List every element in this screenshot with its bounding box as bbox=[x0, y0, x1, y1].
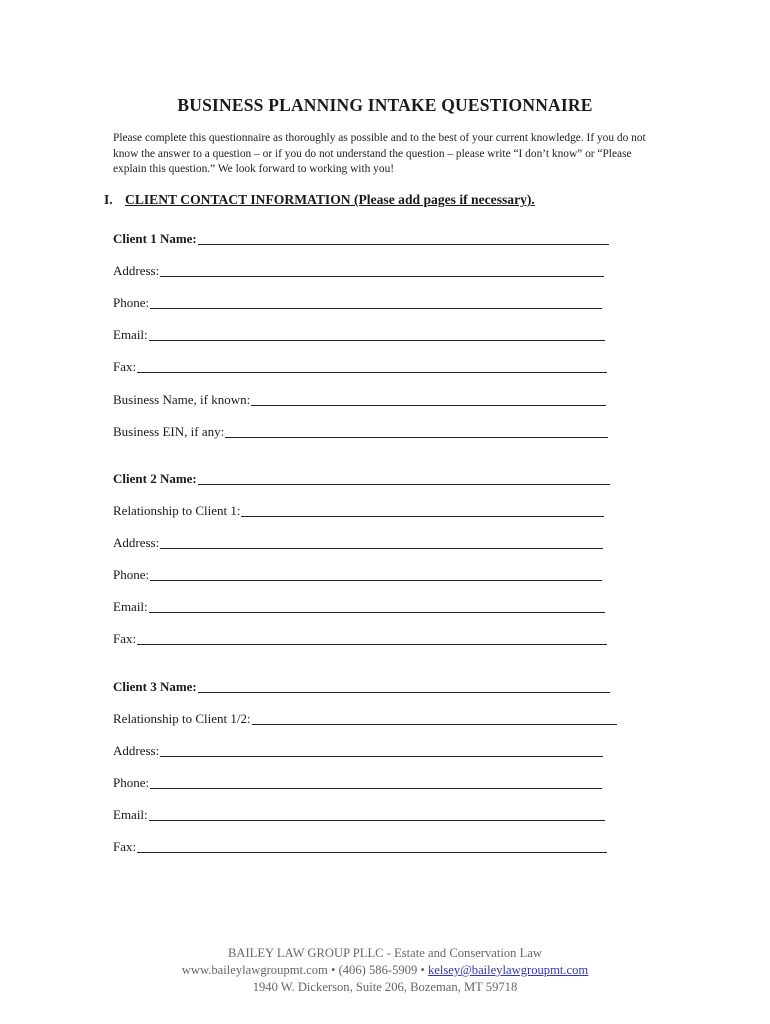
client1-fax-field[interactable] bbox=[113, 359, 607, 375]
field-label: Fax: bbox=[113, 839, 137, 854]
intro-paragraph: Please complete this questionnaire as thoroughly as possible and to the best of your current knowledge. If you do not know the answer to a question – or if you do not understand the question – please write “I don’t know” or “Please explain this question.” We look forward to working with you! bbox=[113, 132, 646, 175]
fill-line[interactable] bbox=[150, 308, 602, 309]
footer-separator: • bbox=[420, 963, 425, 977]
fill-line[interactable] bbox=[241, 516, 604, 517]
client3-fax-field[interactable] bbox=[113, 839, 607, 855]
field-label: Client 2 Name: bbox=[113, 471, 197, 486]
fill-line[interactable] bbox=[137, 372, 607, 373]
fill-line[interactable] bbox=[160, 276, 604, 277]
footer-phone: (406) 586-5909 bbox=[338, 963, 418, 977]
client2-address-field[interactable] bbox=[113, 535, 603, 551]
client3-address-field[interactable] bbox=[113, 743, 603, 759]
client1-name-field[interactable] bbox=[113, 231, 609, 247]
fill-line[interactable] bbox=[149, 340, 605, 341]
field-label: Address: bbox=[113, 535, 160, 550]
fill-line[interactable] bbox=[160, 756, 603, 757]
client1-address-field[interactable] bbox=[113, 263, 604, 279]
section-title: CLIENT CONTACT INFORMATION (Please add pages if necessary). bbox=[125, 192, 535, 207]
client2-email-field[interactable] bbox=[113, 599, 605, 615]
footer-contact-line bbox=[0, 962, 770, 979]
field-label: Email: bbox=[113, 807, 148, 822]
client1-phone-field[interactable] bbox=[113, 295, 602, 311]
client1-business-ein-field[interactable] bbox=[113, 424, 608, 440]
field-label: Email: bbox=[113, 599, 148, 614]
field-label: Address: bbox=[113, 263, 160, 278]
client2-name-field[interactable] bbox=[113, 471, 610, 487]
field-label: Client 1 Name: bbox=[113, 231, 197, 246]
fill-line[interactable] bbox=[160, 548, 603, 549]
field-label: Relationship to Client 1/2: bbox=[113, 711, 251, 726]
client3-relationship-field[interactable] bbox=[113, 711, 617, 727]
section-heading bbox=[104, 192, 535, 208]
document-title: BUSINESS PLANNING INTAKE QUESTIONNAIRE bbox=[177, 95, 593, 115]
fill-line[interactable] bbox=[149, 612, 605, 613]
field-label: Email: bbox=[113, 327, 148, 342]
client3-name-field[interactable] bbox=[113, 679, 610, 695]
client1-email-field[interactable] bbox=[113, 327, 605, 343]
client1-business-name-field[interactable] bbox=[113, 392, 606, 408]
fill-line[interactable] bbox=[198, 244, 609, 245]
fill-line[interactable] bbox=[198, 692, 610, 693]
fill-line[interactable] bbox=[251, 405, 606, 406]
client2-relationship-field[interactable] bbox=[113, 503, 604, 519]
fill-line[interactable] bbox=[225, 437, 608, 438]
client3-email-field[interactable] bbox=[113, 807, 605, 823]
fill-line[interactable] bbox=[149, 820, 605, 821]
fill-line[interactable] bbox=[252, 724, 617, 725]
field-label: Business Name, if known: bbox=[113, 392, 251, 407]
fill-line[interactable] bbox=[137, 644, 607, 645]
field-label: Address: bbox=[113, 743, 160, 758]
client2-phone-field[interactable] bbox=[113, 567, 602, 583]
field-label: Phone: bbox=[113, 775, 150, 790]
footer-address: 1940 W. Dickerson, Suite 206, Bozeman, MT 59718 bbox=[252, 980, 518, 994]
field-label: Phone: bbox=[113, 567, 150, 582]
field-label: Relationship to Client 1: bbox=[113, 503, 241, 518]
field-label: Client 3 Name: bbox=[113, 679, 197, 694]
footer-email-link[interactable]: kelsey@baileylawgroupmt.com bbox=[428, 963, 589, 977]
field-label: Business EIN, if any: bbox=[113, 424, 225, 439]
fill-line[interactable] bbox=[150, 580, 602, 581]
fill-line[interactable] bbox=[198, 484, 610, 485]
page-footer bbox=[0, 945, 770, 996]
fill-line[interactable] bbox=[150, 788, 602, 789]
client2-fax-field[interactable] bbox=[113, 631, 607, 647]
client3-phone-field[interactable] bbox=[113, 775, 602, 791]
field-label: Phone: bbox=[113, 295, 150, 310]
section-number: I. bbox=[104, 192, 113, 207]
footer-separator: • bbox=[330, 963, 336, 977]
footer-firm-line: BAILEY LAW GROUP PLLC - Estate and Conservation Law bbox=[227, 946, 543, 960]
field-label: Fax: bbox=[113, 359, 137, 374]
footer-website[interactable]: www.baileylawgroupmt.com bbox=[181, 963, 328, 977]
fill-line[interactable] bbox=[137, 852, 607, 853]
field-label: Fax: bbox=[113, 631, 137, 646]
